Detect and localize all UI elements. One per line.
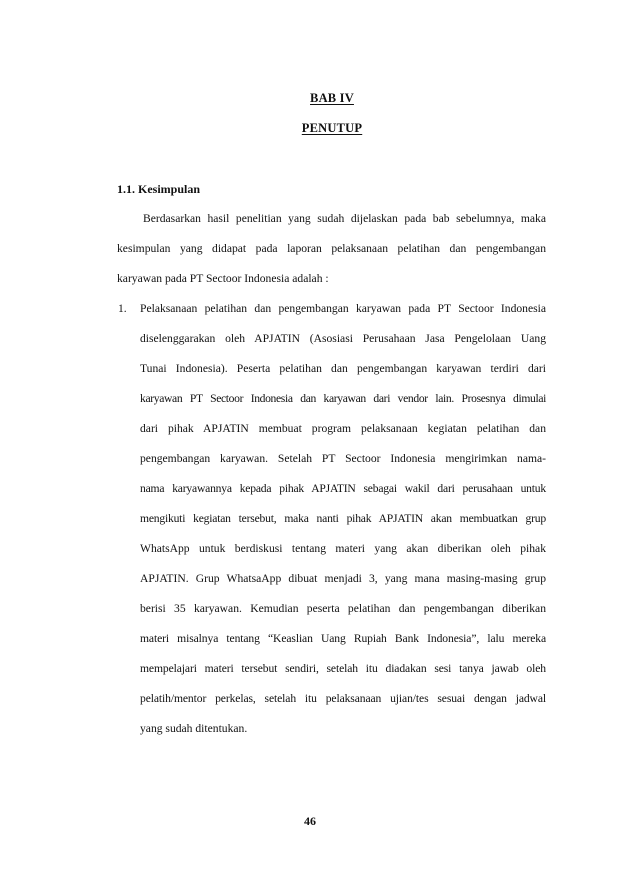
section-heading: 1.1. Kesimpulan bbox=[117, 182, 201, 196]
chapter-title bbox=[118, 121, 546, 136]
list-item-number: 1. bbox=[118, 302, 127, 315]
list-item-line: Pelaksanaan pelatihan dan pengembangan karyawan pada PT Sectoor Indonesia bbox=[140, 302, 546, 315]
list-item-line: Tunai Indonesia). Peserta pelatihan dan pengembangan karyawan terdiri dari bbox=[140, 362, 546, 375]
list-item-line: berisi 35 karyawan. Kemudian peserta pelatihan dan pengembangan diberikan bbox=[140, 602, 546, 615]
list-item-line: APJATIN. Grup WhatsaApp dibuat menjadi 3, yang mana masing-masing grup bbox=[140, 572, 546, 585]
list-item-line: mempelajari materi tersebut sendiri, setelah itu diadakan sesi tanya jawab oleh bbox=[140, 662, 546, 675]
chapter-number-text: BAB IV bbox=[310, 91, 354, 105]
list-item-line: pengembangan karyawan. Setelah PT Sectoor Indonesia mengirimkan nama- bbox=[140, 452, 546, 465]
paragraph-line: karyawan pada PT Sectoor Indonesia adalah : bbox=[117, 272, 329, 285]
list-item-line: dari pihak APJATIN membuat program pelaksanaan kegiatan pelatihan dan bbox=[140, 422, 546, 435]
chapter-number bbox=[118, 91, 546, 106]
list-item-line: nama karyawannya kepada pihak APJATIN sebagai wakil dari perusahaan untuk bbox=[140, 482, 546, 495]
page-number: 46 bbox=[304, 814, 316, 828]
list-item-line: diselenggarakan oleh APJATIN (Asosiasi Perusahaan Jasa Pengelolaan Uang bbox=[140, 332, 546, 345]
chapter-title-text: PENUTUP bbox=[301, 121, 363, 135]
paragraph-line: Berdasarkan hasil penelitian yang sudah dijelaskan pada bab sebelumnya, maka bbox=[143, 212, 546, 225]
list-item-line: karyawan PT Sectoor Indonesia dan karyawan dari vendor lain. Prosesnya dimulai bbox=[140, 392, 546, 405]
list-item-line: pelatih/mentor perkelas, setelah itu pelaksanaan ujian/tes sesuai dengan jadwal bbox=[140, 692, 546, 705]
list-item-line: yang sudah ditentukan. bbox=[140, 722, 248, 735]
list-item-line: mengikuti kegiatan tersebut, maka nanti pihak APJATIN akan membuatkan grup bbox=[140, 512, 546, 525]
list-item-line: materi misalnya tentang “Keaslian Uang Rupiah Bank Indonesia”, lalu mereka bbox=[140, 632, 546, 645]
paragraph-line: kesimpulan yang didapat pada laporan pelaksanaan pelatihan dan pengembangan bbox=[117, 242, 546, 255]
list-item-line: WhatsApp untuk berdiskusi tentang materi yang akan diberikan oleh pihak bbox=[140, 542, 546, 555]
